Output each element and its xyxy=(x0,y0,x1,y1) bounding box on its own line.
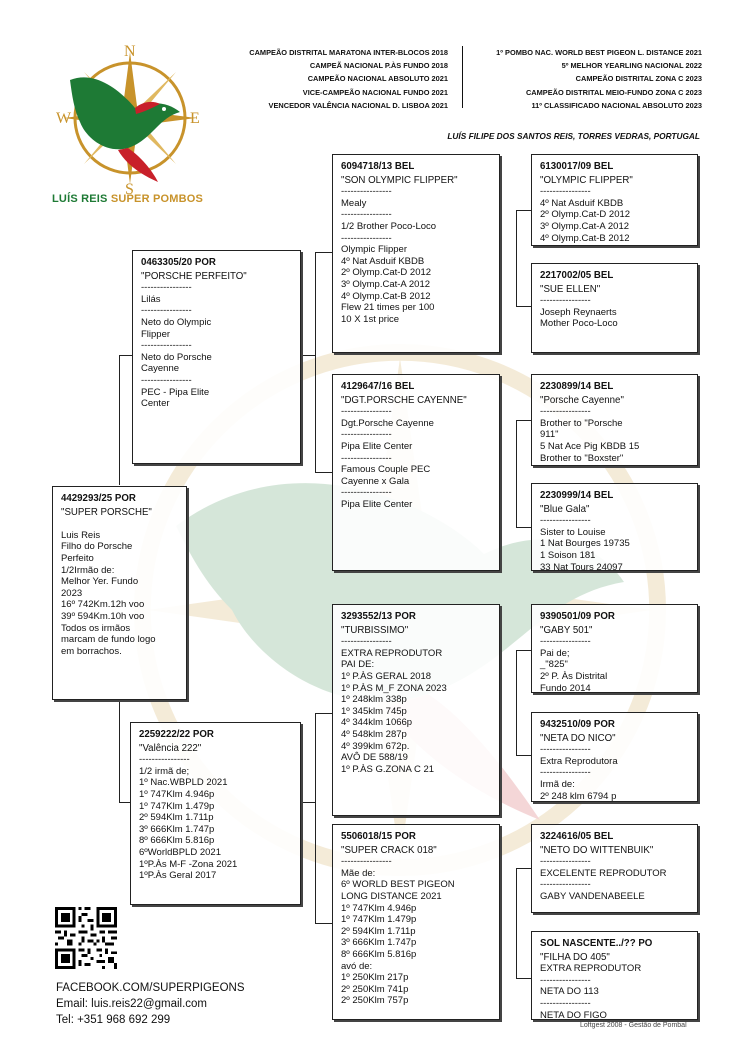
pedigree-line: avó de: xyxy=(341,960,373,972)
connector xyxy=(119,355,120,485)
pedigree-line: ---------------- xyxy=(341,429,392,441)
pedigree-line: 6º WORLD BEST PIGEON xyxy=(341,879,455,891)
connector xyxy=(301,355,315,356)
pedigree-line: PEC - Pipa Elite xyxy=(141,386,210,398)
connector xyxy=(315,713,332,714)
title-line: CAMPEÃO DISTRITAL MEIO-FUNDO ZONA C 2023 xyxy=(525,87,702,97)
pigeon-name: "TURBISSIMO" xyxy=(341,624,409,636)
titles-left xyxy=(200,46,448,112)
contact-block xyxy=(56,980,245,1028)
pedigree-line: ---------------- xyxy=(341,856,392,868)
pedigree-line: Mealy xyxy=(341,197,367,209)
pigeon-name: "Valência 222" xyxy=(139,742,202,754)
qr-code[interactable] xyxy=(55,907,117,969)
pedigree-line: Mother Poco-Loco xyxy=(540,318,618,330)
pedigree-line: 4º 399klm 672p. xyxy=(341,740,410,752)
connector xyxy=(516,650,517,755)
connector xyxy=(301,802,315,803)
ring-number: 2230899/14 BEL xyxy=(540,381,614,392)
connector xyxy=(516,527,531,528)
pedigree-line: 2º P. Às Distrital xyxy=(540,670,608,682)
pedigree-line: 2º Olymp.Cat-D 2012 xyxy=(540,209,631,221)
pedigree-line: ---------------- xyxy=(540,856,591,868)
pedigree-line: EXTRA REPRODUTOR xyxy=(540,963,642,975)
ring-number: 6094718/13 BEL xyxy=(341,161,415,172)
title-line: CAMPEÃO DISTRITAL ZONA C 2023 xyxy=(575,74,702,84)
pedigree-line: Pai de; xyxy=(540,647,570,659)
connector xyxy=(119,700,120,802)
pedigree-line: Filho do Porsche xyxy=(61,541,133,553)
brand-part-2: SUPER POMBOS xyxy=(110,193,204,205)
pedigree-line: 4º Nat Asduif KBDB xyxy=(540,197,624,209)
ring-number: 9432510/09 POR xyxy=(540,719,615,730)
pedigree-line: Cayenne xyxy=(141,363,180,375)
ring-number: 2217002/05 BEL xyxy=(540,270,614,281)
pedigree-line: Famous Couple PEC xyxy=(341,464,431,476)
pedigree-line: Sister to Louise xyxy=(540,526,606,538)
connector xyxy=(516,306,531,307)
pedigree-line: 1/2Irmão de: xyxy=(61,564,115,576)
pedigree-line: 39º 594Km.10h voo xyxy=(61,610,145,622)
phone-link[interactable]: Tel: +351 968 692 299 xyxy=(56,1014,171,1026)
brand-part-1: LUÍS REIS xyxy=(52,193,111,205)
compass-n: N xyxy=(124,43,136,60)
pedigree-line: ---------------- xyxy=(540,974,591,986)
pedigree-box-dam xyxy=(130,722,301,905)
pedigree-line: 1ºP.Às M-F -Zona 2021 xyxy=(139,858,238,870)
pedigree-line: ---------------- xyxy=(341,232,392,244)
pedigree-line: Joseph Reynaerts xyxy=(540,306,617,318)
pedigree-line: 4º 344klm 1066p xyxy=(341,717,413,729)
pedigree-line: Pipa Elite Center xyxy=(341,498,413,510)
pedigree-line: 1º 747Klm 1.479p xyxy=(341,914,417,926)
pedigree-line: AVÔ DE 588/19 xyxy=(341,752,408,764)
ring-number: 9390501/09 POR xyxy=(540,611,615,622)
ring-number: 2230999/14 BEL xyxy=(540,490,614,501)
pedigree-line: Todos os irmãos xyxy=(61,622,131,634)
ring-number: 0463305/20 POR xyxy=(141,257,216,268)
pedigree-line: 6ºWorldBPLD 2021 xyxy=(139,846,221,858)
compass-pigeon-logo xyxy=(40,40,220,210)
pedigree-line: 1º 747Klm 1.479p xyxy=(139,800,215,812)
pedigree-line: ---------------- xyxy=(141,282,192,294)
pedigree-line: 3º Olymp.Cat-A 2012 xyxy=(540,220,630,232)
brand-name xyxy=(52,193,203,205)
facebook-link[interactable]: FACEBOOK.COM/SUPERPIGEONS xyxy=(56,982,245,994)
pedigree-line: PAI DE: xyxy=(341,659,375,671)
pedigree-line: 33 Nat Tours 24097 xyxy=(540,561,623,571)
pigeon-name: "PORSCHE PERFEITO" xyxy=(141,270,247,282)
pedigree-line: ---------------- xyxy=(540,767,591,779)
pedigree-line: 2023 xyxy=(61,587,83,599)
pedigree-line: 8º 666Klm 5.816p xyxy=(139,835,215,847)
pedigree-box-subject xyxy=(52,486,187,700)
pedigree-line: 2º 248 klm 6794 p xyxy=(540,790,617,802)
connector xyxy=(516,868,517,978)
pedigree-line: ---------------- xyxy=(540,406,591,418)
pedigree-line: 1/2 irmã de; xyxy=(139,765,190,777)
owner-line: LUÍS FILIPE DOS SANTOS REIS, TORRES VEDRAS, PORTUGAL xyxy=(447,131,700,141)
pedigree-line: ---------------- xyxy=(139,754,190,766)
pigeon-name: "SUPER PORSCHE" xyxy=(61,506,152,518)
pedigree-line: Irmã de: xyxy=(540,778,575,790)
pedigree-line: Lilás xyxy=(141,293,161,305)
pedigree-line: Olympic Flipper xyxy=(341,244,407,256)
pedigree-line: Pipa Elite Center xyxy=(341,440,413,452)
compass-s: S xyxy=(125,181,134,198)
pedigree-line: 2º 594Klm 1.711p xyxy=(139,812,214,824)
pedigree-line: marcam de fundo logo xyxy=(61,634,156,646)
pedigree-line: 2º 250Klm 757p xyxy=(341,995,409,1007)
pigeon-name: "Porsche Cayenne" xyxy=(540,394,624,406)
pedigree-line: ---------------- xyxy=(540,744,591,756)
pedigree-line: _"825" xyxy=(540,659,568,671)
pedigree-line: Brother to "Boxster" xyxy=(540,452,624,464)
connector xyxy=(315,252,316,472)
pigeon-name: "DGT.PORSCHE CAYENNE" xyxy=(341,394,467,406)
pigeon-name: "SUE ELLEN" xyxy=(540,283,601,295)
pedigree-line: Perfeito xyxy=(61,552,94,564)
title-line: VICE-CAMPEÃO NACIONAL FUNDO 2021 xyxy=(302,87,448,97)
pedigree-line: 2º 250Klm 741p xyxy=(341,983,409,995)
pedigree-line: ---------------- xyxy=(141,340,192,352)
pedigree-line: EXTRA REPRODUTOR xyxy=(341,647,443,659)
title-line: CAMPEÃO NACIONAL ABSOLUTO 2021 xyxy=(307,74,448,84)
pigeon-name: "OLYMPIC FLIPPER" xyxy=(540,174,633,186)
pedigree-line: ---------------- xyxy=(341,452,392,464)
pedigree-box-ddd xyxy=(531,931,698,1020)
email-link[interactable]: Email: luis.reis22@gmail.com xyxy=(56,998,207,1010)
pedigree-line: EXCELENTE REPRODUTOR xyxy=(540,867,667,879)
pigeon-name: "Blue Gala" xyxy=(540,503,590,515)
pedigree-line: 1º 248klm 338p xyxy=(341,694,407,706)
ring-number: 3224616/05 BEL xyxy=(540,831,614,842)
pedigree-line: ---------------- xyxy=(341,487,392,499)
pedigree-line: ---------------- xyxy=(540,997,591,1009)
ring-number: 4429293/25 POR xyxy=(61,493,136,504)
pedigree-box-sss xyxy=(531,154,698,246)
connector xyxy=(315,713,316,923)
pedigree-line: 911" xyxy=(540,429,559,441)
titles-right xyxy=(478,46,702,112)
pedigree-line: ---------------- xyxy=(341,636,392,648)
pedigree-box-ssd xyxy=(531,263,698,353)
pedigree-line: em borrachos. xyxy=(61,645,122,657)
title-line: 1º POMBO NAC. WORLD BEST PIGEON L. DISTANCE 2021 xyxy=(496,48,702,57)
compass-e: E xyxy=(190,110,200,127)
pedigree-line: 1ºP.Às Geral 2017 xyxy=(139,870,217,882)
pigeon-name: "SON OLYMPIC FLIPPER" xyxy=(341,174,458,186)
pedigree-line: ---------------- xyxy=(540,879,591,891)
pedigree-line: 1º P.ÀS M_F ZONA 2023 xyxy=(341,682,447,694)
connector xyxy=(516,978,531,979)
connector xyxy=(516,755,531,756)
pedigree-box-sdd xyxy=(531,483,698,571)
pedigree-line: 1º 250Klm 217p xyxy=(341,972,409,984)
header-divider xyxy=(462,46,463,108)
pedigree-line: Dgt.Porsche Cayenne xyxy=(341,417,434,429)
pedigree-line: 4º Nat Asduif KBDB xyxy=(341,255,425,267)
pedigree-box-dam-dam xyxy=(332,824,500,1020)
pedigree-line: ---------------- xyxy=(540,636,591,648)
title-line: 5º MELHOR YEARLING NACIONAL 2022 xyxy=(561,61,702,71)
pedigree-line: 1º P.ÀS G.ZONA C 21 xyxy=(341,763,435,775)
pedigree-line: Cayenne x Gala xyxy=(341,475,410,487)
pedigree-line: 3º Olymp.Cat-A 2012 xyxy=(341,278,431,290)
pedigree-line: ---------------- xyxy=(141,305,192,317)
pedigree-line: 5 Nat Ace Pig KBDB 15 xyxy=(540,440,640,452)
pedigree-line: 2º 594Klm 1.711p xyxy=(341,925,416,937)
ring-number: 4129647/16 BEL xyxy=(341,381,415,392)
pedigree-line: 1º 747Klm 4.946p xyxy=(341,902,417,914)
pedigree-line: 1º 747Klm 4.946p xyxy=(139,788,215,800)
connector xyxy=(516,210,531,211)
pigeon-name: "SUPER CRACK 018" xyxy=(341,844,437,856)
pigeon-name: "NETA DO NICO" xyxy=(540,732,616,744)
connector xyxy=(516,420,517,527)
pedigree-line: Melhor Yer. Fundo xyxy=(61,576,139,588)
pigeon-name: "NETO DO WITTENBUIK" xyxy=(540,844,654,856)
pedigree-line: Flipper xyxy=(141,328,171,340)
pedigree-line: Extra Reprodutora xyxy=(540,755,618,767)
pedigree-line: ---------------- xyxy=(540,515,591,527)
title-line: CAMPEÃO DISTRITAL MARATONA INTER-BLOCOS 2018 xyxy=(249,48,448,57)
pedigree-line: Luis Reis xyxy=(61,529,101,541)
pedigree-line: Brother to "Porsche xyxy=(540,417,623,429)
pedigree-line: 4º Olymp.Cat-B 2012 xyxy=(341,290,431,302)
pedigree-line: 1º P.ÀS GERAL 2018 xyxy=(341,670,432,682)
pedigree-box-dss xyxy=(531,604,698,693)
title-line: 11º CLASSIFICADO NACIONAL ABSOLUTO 2023 xyxy=(531,100,702,110)
pedigree-box-sire xyxy=(132,250,301,464)
compass-w: W xyxy=(56,110,72,127)
pedigree-line: Neto do Porsche xyxy=(141,351,212,363)
pedigree-line: Fundo 2014 xyxy=(540,682,591,693)
pedigree-line: Flew 21 times per 100 xyxy=(341,302,435,314)
pedigree-line: LONG DISTANCE 2021 xyxy=(341,890,442,902)
pedigree-box-dds xyxy=(531,824,698,913)
connector xyxy=(516,650,531,651)
pigeon-name: "FILHA DO 405" xyxy=(540,951,610,963)
pedigree-line: 1 Soison 181 xyxy=(540,549,596,561)
pedigree-line: 1 Nat Bourges 19735 xyxy=(540,538,630,550)
pedigree-line: ---------------- xyxy=(341,186,392,198)
connector xyxy=(119,355,132,356)
pedigree-line xyxy=(61,518,178,530)
pedigree-line: ---------------- xyxy=(540,295,591,307)
pedigree-line: 16º 742Km.12h voo xyxy=(61,599,145,611)
pedigree-line: 1º Nac.WBPLD 2021 xyxy=(139,777,228,789)
pedigree-box-dsd xyxy=(531,712,698,802)
pedigree-line: NETA DO FIGO xyxy=(540,1009,607,1020)
pedigree-line: ---------------- xyxy=(341,209,392,221)
pedigree-box-dam-sire xyxy=(332,604,500,816)
pedigree-box-sire-sire xyxy=(332,154,500,353)
ring-number: 3293552/13 POR xyxy=(341,611,416,622)
pedigree-line: ---------------- xyxy=(540,186,591,198)
pedigree-line: Mãe de: xyxy=(341,867,376,879)
connector xyxy=(315,472,332,473)
pedigree-box-sds xyxy=(531,374,698,466)
pedigree-line: ---------------- xyxy=(341,406,392,418)
pedigree-box-sire-dam xyxy=(332,374,500,571)
pedigree-line: Neto do Olympic xyxy=(141,316,212,328)
connector xyxy=(516,210,517,306)
pedigree-line: 8º 666Klm 5.816p xyxy=(341,948,417,960)
pedigree-line: Center xyxy=(141,398,170,410)
ring-number: 2259222/22 POR xyxy=(139,729,214,740)
pigeon-name: "GABY 501" xyxy=(540,624,593,636)
pedigree-line: 4º 548klm 287p xyxy=(341,728,407,740)
ring-number: 5506018/15 POR xyxy=(341,831,416,842)
connector xyxy=(119,802,130,803)
ring-number: 6130017/09 BEL xyxy=(540,161,614,172)
pedigree-line: 2º Olymp.Cat-D 2012 xyxy=(341,267,432,279)
pedigree-line: ---------------- xyxy=(141,374,192,386)
title-line: CAMPEÃ NACIONAL P.ÀS FUNDO 2018 xyxy=(309,61,448,71)
pedigree-line: 1/2 Brother Poco-Loco xyxy=(341,220,437,232)
pedigree-line: 3º 666Klm 1.747p xyxy=(139,823,215,835)
pedigree-line: 4º Olymp.Cat-B 2012 xyxy=(540,232,630,244)
pedigree-line: NETA DO 113 xyxy=(540,986,599,998)
connector xyxy=(516,420,531,421)
pedigree-line: 10 X 1st price xyxy=(341,313,400,325)
connector xyxy=(516,868,531,869)
footer-credit: Loftgest 2008 - Gestão de Pombal xyxy=(580,1022,687,1029)
pedigree-line: GABY VANDENABEELE xyxy=(540,890,645,902)
connector xyxy=(315,923,332,924)
connector xyxy=(315,252,332,253)
title-line: VENCEDOR VALÊNCIA NACIONAL D. LISBOA 2021 xyxy=(268,100,448,110)
pedigree-line: 1º 345klm 745p xyxy=(341,705,407,717)
ring-number: SOL NASCENTE../?? PO xyxy=(540,938,653,949)
pedigree-line: 3º 666Klm 1.747p xyxy=(341,937,417,949)
